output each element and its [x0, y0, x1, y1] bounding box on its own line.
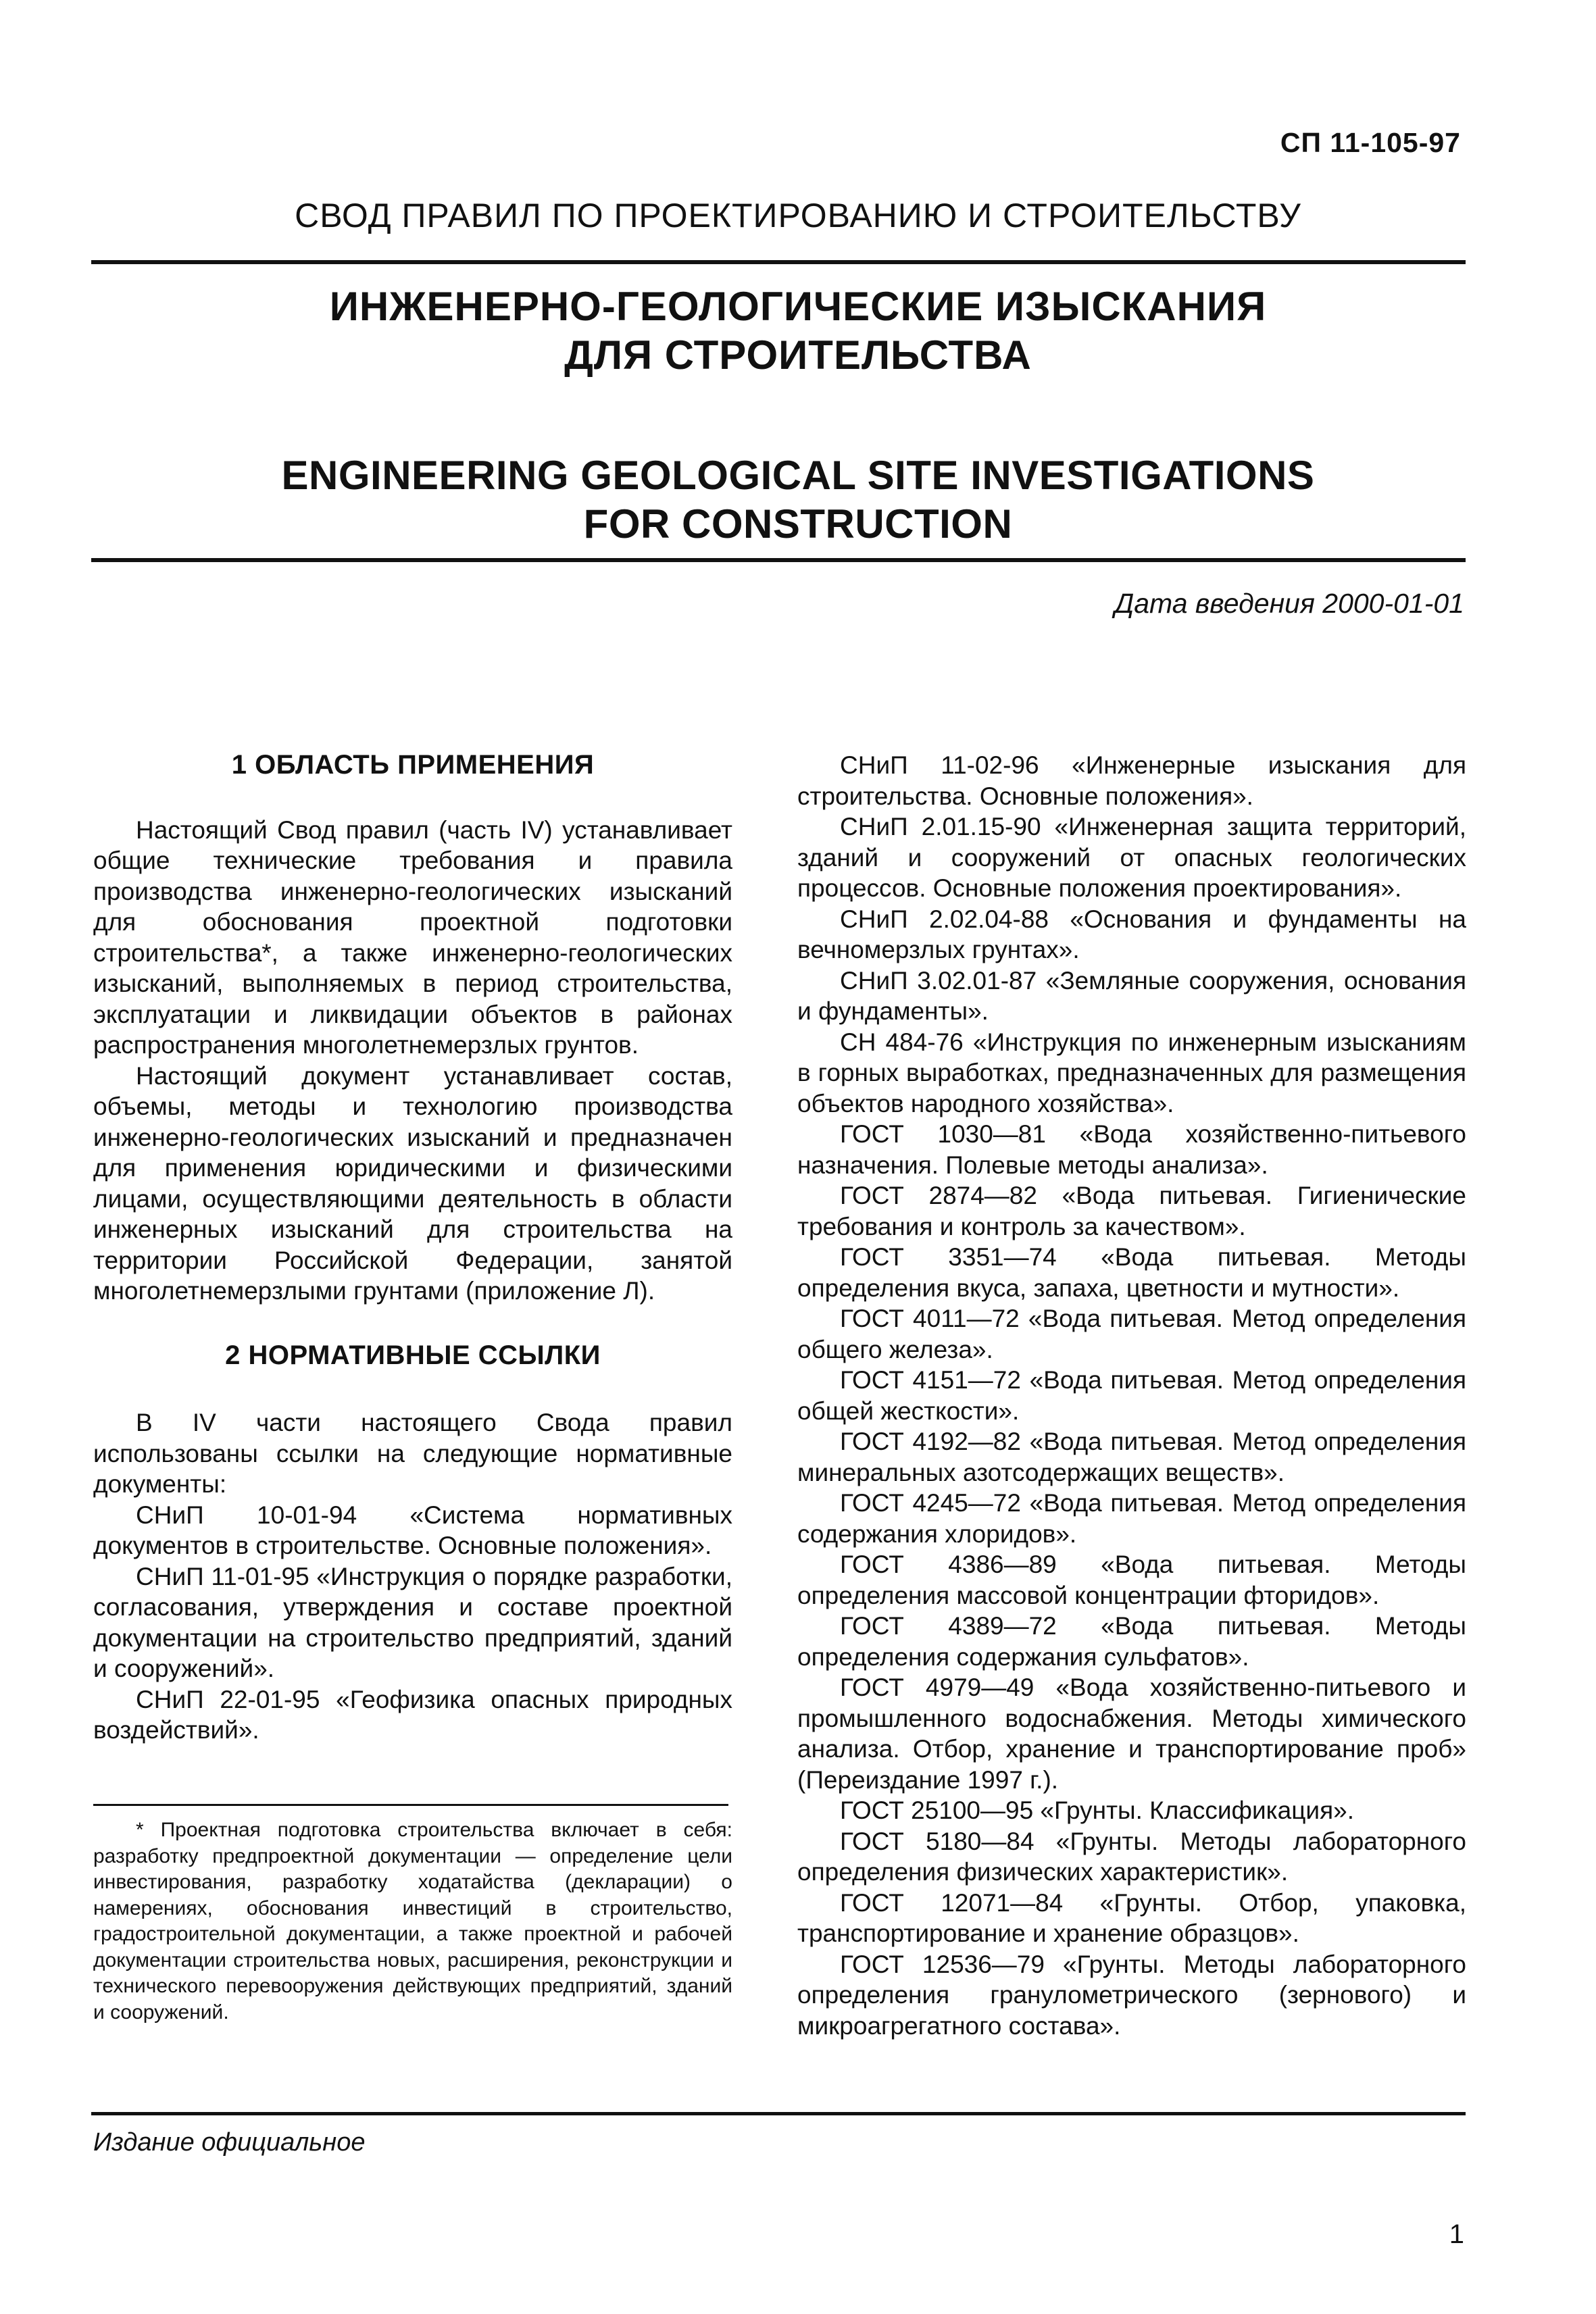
title-en-line-1: ENGINEERING GEOLOGICAL SITE INVESTIGATIONS — [281, 453, 1315, 498]
edition-label: Издание официальное — [93, 2128, 366, 2157]
title-ru-line-1: ИНЖЕНЕРНО-ГЕОЛОГИЧЕСКИЕ ИЗЫСКАНИЯ — [329, 284, 1267, 329]
reference-item: СН 484-76 «Инструкция по инженерным изысканиям в горных выработках, предназначенных для размещения объектов народного хозяйства». — [797, 1028, 1466, 1117]
right-column — [797, 750, 1466, 2041]
reference-item: СНиП 22-01-95 «Геофизика опасных природных воздействий». — [93, 1685, 732, 1744]
page-number: 1 — [1449, 2219, 1464, 2249]
scope-paragraph: Настоящий документ устанавливает состав, объемы, методы и технологию производства инженерно-геологических изысканий и предназначен для применения юридическими и физическими лицами, осуществляющими деятельность в области инженерных изысканий для строительства на территории Российской Федерации, занятой многолетнемерзлыми грунтами (приложение Л). — [93, 1061, 732, 1305]
reference-item: ГОСТ 4151—72 «Вода питьевая. Метод определения общей жесткости». — [797, 1366, 1466, 1425]
reference-item: СНиП 2.01.15-90 «Инженерная защита территорий, зданий и сооружений от опасных геологических процессов. Основные положения проектирования». — [797, 813, 1466, 902]
reference-item: ГОСТ 12536—79 «Грунты. Методы лабораторного определения гранулометрического (зернового) и микроагрегатного состава». — [797, 1950, 1466, 2040]
reference-item: ГОСТ 4011—72 «Вода питьевая. Метод определения общего железа». — [797, 1305, 1466, 1363]
header-rule-top — [91, 260, 1466, 264]
header-rule-bottom — [91, 558, 1466, 562]
reference-item: СНиП 11-02-96 «Инженерные изыскания для строительства. Основные положения». — [797, 751, 1466, 810]
footnote-text: * Проектная подготовка строительства включает в себя: разработку предпроектной документации — определение цели инвестирования, разработку ходатайства (декларации) о намерениях, обоснования инвестиций в строительство, градостроительной документации, а также проектной и рабочей документации строительства новых, расширения, реконструкции и технического перевооружения действующих предприятий, зданий и сооружений. — [93, 1819, 732, 2023]
title-russian — [0, 282, 1596, 380]
reference-item: СНиП 3.02.01-87 «Земляные сооружения, основания и фундаменты». — [797, 966, 1466, 1025]
introduction-date: Дата введения 2000-01-01 — [1114, 588, 1464, 619]
reference-item: СНиП 10-01-94 «Система нормативных документов в строительстве. Основные положения». — [93, 1501, 732, 1559]
reference-item: ГОСТ 4979—49 «Вода хозяйственно-питьевого и промышленного водоснабжения. Методы химического анализа. Отбор, хранение и транспортирование проб» (Переиздание 1997 г.). — [797, 1674, 1466, 1794]
title-en-line-2: FOR CONSTRUCTION — [583, 501, 1013, 547]
reference-item: СНиП 11-01-95 «Инструкция о порядке разработки, согласования, утверждения и составе проектной документации на строительство предприятий, зданий и сооружений». — [93, 1562, 732, 1682]
reference-item: ГОСТ 4386—89 «Вода питьевая. Методы определения массовой концентрации фторидов». — [797, 1551, 1466, 1609]
reference-item: ГОСТ 2874—82 «Вода питьевая. Гигиенические требования и контроль за качеством». — [797, 1182, 1466, 1240]
reference-item: ГОСТ 3351—74 «Вода питьевая. Методы определения вкуса, запаха, цветности и мутности». — [797, 1243, 1466, 1302]
footnote — [93, 1817, 732, 2026]
reference-item: ГОСТ 25100—95 «Грунты. Классификация». — [840, 1796, 1354, 1824]
series-title: СВОД ПРАВИЛ ПО ПРОЕКТИРОВАНИЮ И СТРОИТЕЛЬСТВУ — [295, 197, 1301, 234]
reference-item: ГОСТ 1030—81 «Вода хозяйственно-питьевого назначения. Полевые методы анализа». — [797, 1120, 1466, 1179]
document-code: СП 11-105-97 — [1280, 127, 1461, 158]
section-heading-scope: 1 ОБЛАСТЬ ПРИМЕНЕНИЯ — [231, 750, 595, 780]
reference-item: СНиП 2.02.04-88 «Основания и фундаменты на вечномерзлых грунтах». — [797, 905, 1466, 963]
reference-item: ГОСТ 4192—82 «Вода питьевая. Метод определения минеральных азотсодержащих веществ». — [797, 1428, 1466, 1486]
reference-item: ГОСТ 4389—72 «Вода питьевая. Методы определения содержания сульфатов». — [797, 1612, 1466, 1671]
reference-item: ГОСТ 12071—84 «Грунты. Отбор, упаковка, транспортирование и хранение образцов». — [797, 1888, 1466, 1947]
title-english — [0, 451, 1596, 549]
reference-item: ГОСТ 5180—84 «Грунты. Методы лабораторного определения физических характеристик». — [797, 1827, 1466, 1886]
section-heading-references: 2 НОРМАТИВНЫЕ ССЫЛКИ — [225, 1340, 601, 1370]
references-intro: В IV части настоящего Свода правил использованы ссылки на следующие нормативные документы: — [93, 1409, 732, 1498]
left-column — [93, 750, 732, 1746]
title-ru-line-2: ДЛЯ СТРОИТЕЛЬСТВА — [564, 332, 1032, 378]
footnote-divider — [93, 1804, 728, 1806]
footer-rule — [91, 2112, 1466, 2115]
reference-item: ГОСТ 4245—72 «Вода питьевая. Метод определения содержания хлоридов». — [797, 1489, 1466, 1548]
scope-paragraph: Настоящий Свод правил (часть IV) устанавливает общие технические требования и правила производства инженерно-геологических изысканий для обоснования проектной подготовки строительства*, а также инженерно-геологических изысканий, выполняемых в период строительства, эксплуатации и ликвидации объектов в районах распространения многолетнемерзлых грунтов. — [93, 815, 732, 1059]
